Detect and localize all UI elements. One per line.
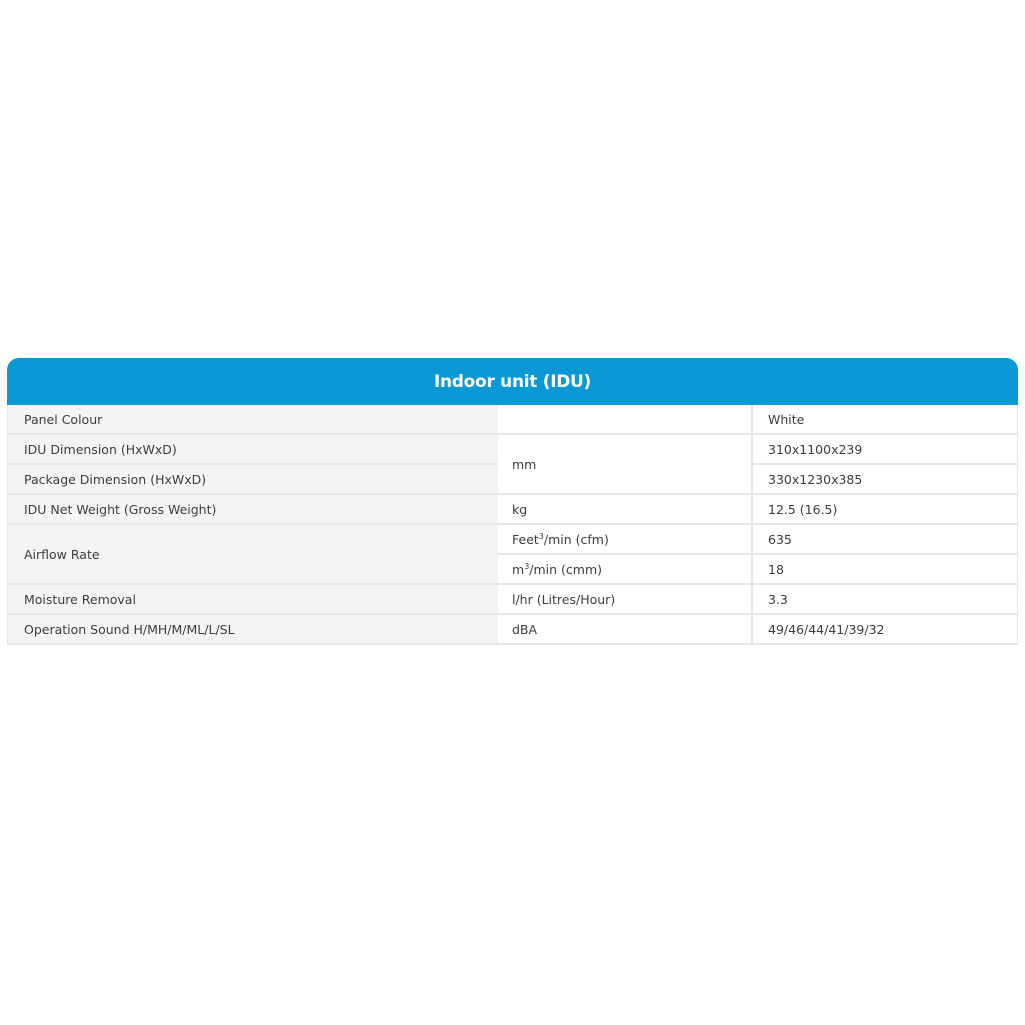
spec-table	[7, 405, 1018, 645]
row-unit-cfm	[498, 525, 751, 555]
spec-title: Indoor unit (IDU)	[433, 371, 591, 392]
row-value: 49/46/44/41/39/32	[751, 615, 1018, 645]
row-value: 18	[751, 555, 1018, 585]
row-unit-dimension: mm	[498, 435, 751, 495]
unit-tail: /min (cfm)	[543, 531, 609, 547]
row-value: 3.3	[751, 585, 1018, 615]
table-row-net-weight	[7, 495, 1018, 525]
row-unit: kg	[498, 495, 751, 525]
unit-base: m	[512, 561, 525, 577]
unit-superscript: 3	[524, 561, 530, 571]
unit-tail: /min (cmm)	[529, 561, 603, 577]
row-label: Panel Colour	[7, 405, 498, 435]
spec-header	[7, 358, 1018, 405]
table-row-idu-dimension	[7, 435, 1018, 465]
row-label-airflow: Airflow Rate	[7, 525, 498, 585]
row-label: IDU Net Weight (Gross Weight)	[7, 495, 498, 525]
unit-superscript: 3	[538, 531, 544, 541]
row-label: Operation Sound H/MH/M/ML/L/SL	[7, 615, 498, 645]
table-row-operation-sound	[7, 615, 1018, 645]
table-row-moisture-removal	[7, 585, 1018, 615]
row-label: Moisture Removal	[7, 585, 498, 615]
row-unit-cmm	[498, 555, 751, 585]
row-unit: dBA	[498, 615, 751, 645]
row-value: White	[751, 405, 1018, 435]
row-value: 330x1230x385	[751, 465, 1018, 495]
row-value: 635	[751, 525, 1018, 555]
table-row-airflow-cfm	[7, 525, 1018, 555]
row-label: IDU Dimension (HxWxD)	[7, 435, 498, 465]
row-unit	[498, 405, 751, 435]
row-label: Package Dimension (HxWxD)	[7, 465, 498, 495]
row-value: 12.5 (16.5)	[751, 495, 1018, 525]
spec-card	[7, 358, 1018, 645]
table-row-panel-colour	[7, 405, 1018, 435]
row-value: 310x1100x239	[751, 435, 1018, 465]
unit-base: Feet	[512, 531, 539, 547]
row-unit: l/hr (Litres/Hour)	[498, 585, 751, 615]
